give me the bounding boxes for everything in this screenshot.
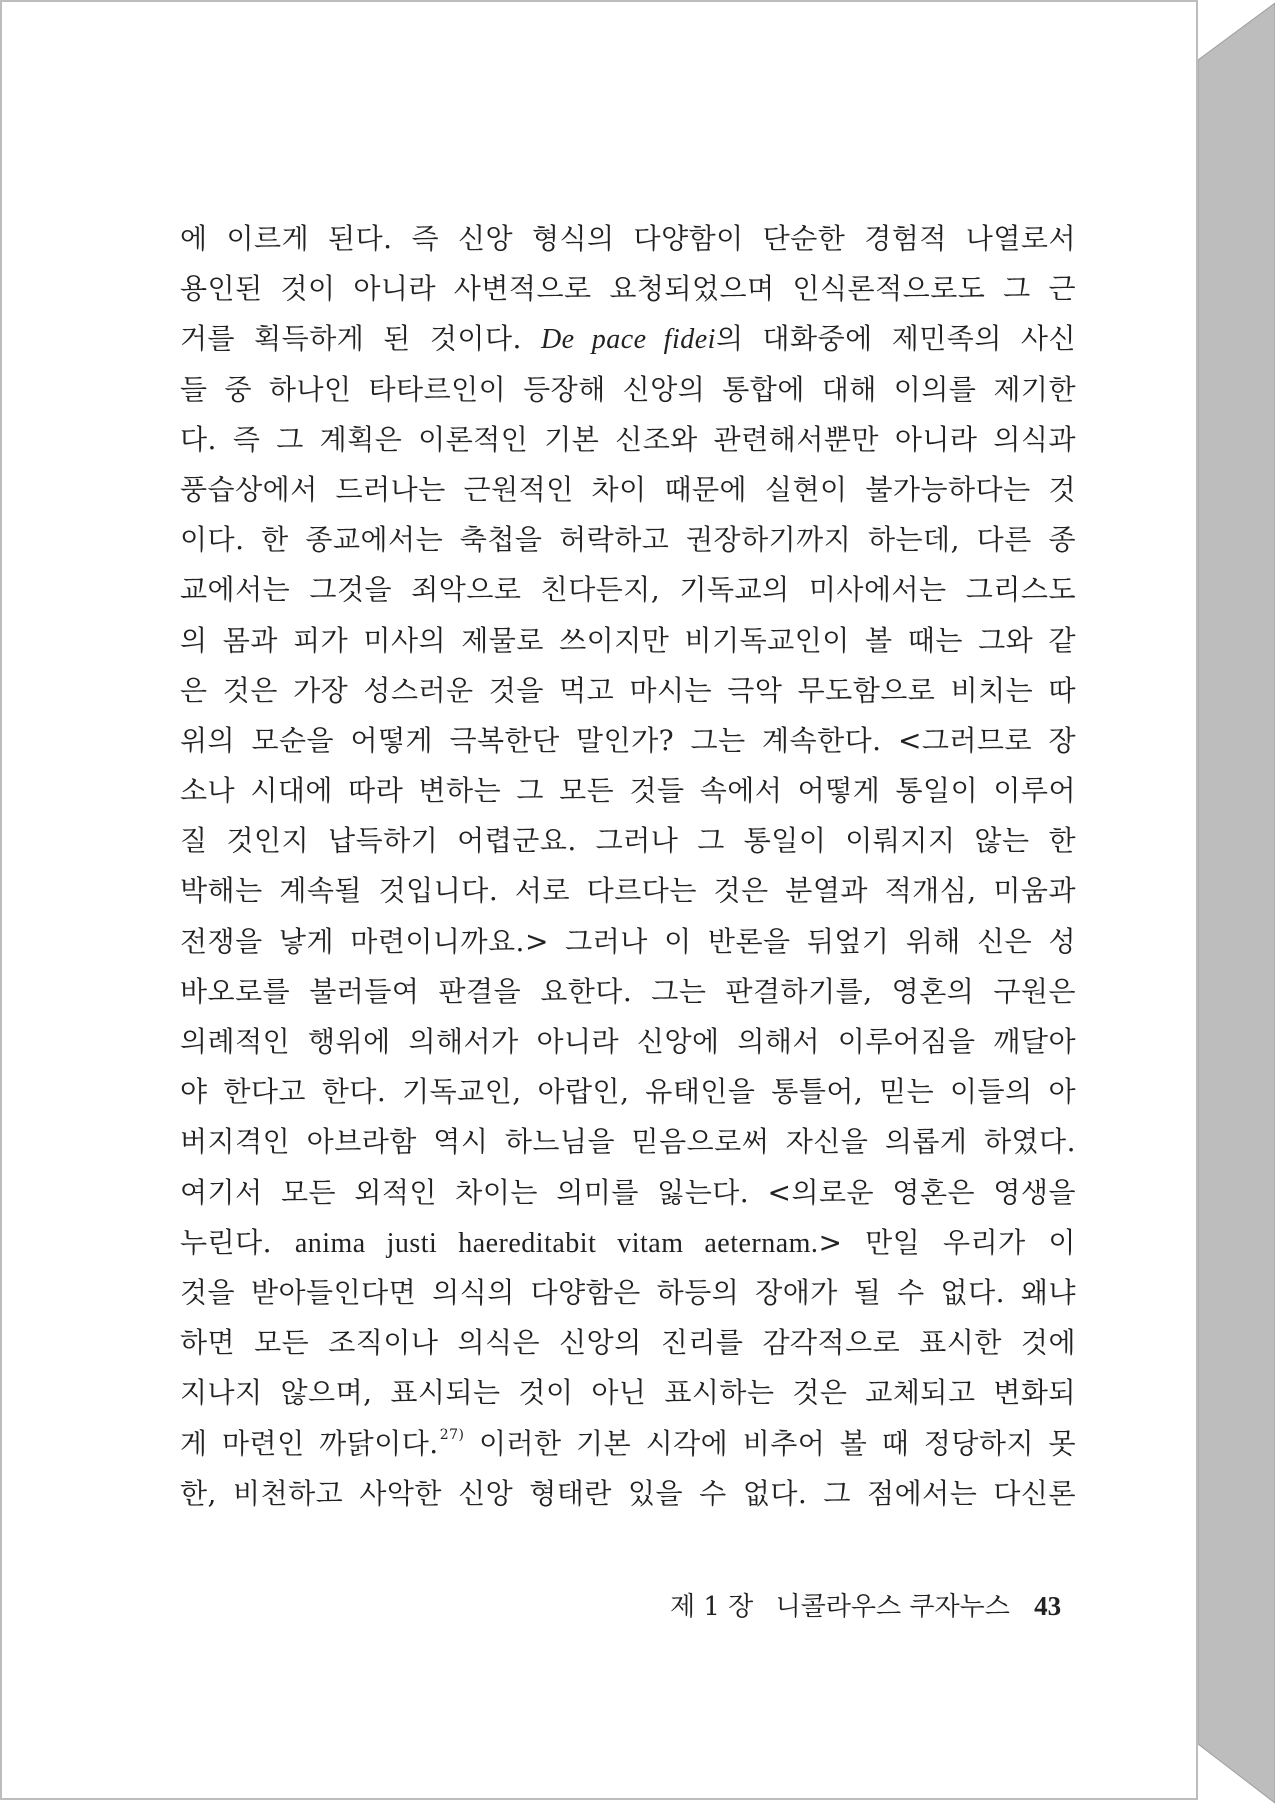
text-segment: 의 대화중에 제민족의 사신 bbox=[715, 322, 1077, 356]
text-line: 바오로를 불러들여 판결을 요한다. 그는 판결하기를, 영혼의 구원은 bbox=[180, 974, 1076, 1008]
text-line bbox=[180, 1218, 1076, 1268]
text-line: 위의 모순을 어떻게 극복한단 말인가? 그는 계속한다. <그러므로 장 bbox=[180, 723, 1076, 757]
text-segment: 거를 획득하게 된 것이다. bbox=[180, 322, 541, 356]
latin-title-italic: De pace fidei bbox=[540, 324, 716, 356]
body-text bbox=[180, 214, 1076, 1519]
text-line: 교에서는 그것을 죄악으로 친다든지, 기독교의 미사에서는 그리스도 bbox=[180, 573, 1076, 607]
running-footer bbox=[670, 1586, 1061, 1626]
text-segment: 누린다. bbox=[180, 1225, 295, 1259]
text-segment: > 만일 우리가 이 bbox=[818, 1225, 1076, 1259]
text-line: 소나 시대에 따라 변하는 그 모든 것들 속에서 어떻게 통일이 이루어 bbox=[180, 774, 1076, 808]
text-line: 다. 즉 그 계획은 이론적인 기본 신조와 관련해서뿐만 아니라 의식과 bbox=[180, 422, 1076, 456]
book-spine-edge bbox=[1198, 0, 1275, 1806]
text-line: 이다. 한 종교에서는 축첩을 허락하고 권장하기까지 하는데, 다른 종 bbox=[180, 523, 1076, 557]
spine-shape bbox=[1198, 3, 1275, 1803]
text-line: 한, 비천하고 사악한 신앙 형태란 있을 수 없다. 그 점에서는 다신론 bbox=[180, 1476, 1076, 1510]
text-line: 의례적인 행위에 의해서가 아니라 신앙에 의해서 이루어짐을 깨달아 bbox=[180, 1025, 1076, 1058]
chapter-label: 제 1 장 bbox=[670, 1592, 754, 1622]
text-line bbox=[180, 314, 1076, 364]
text-line: 버지격인 아브라함 역시 하느님을 믿음으로써 자신을 의롭게 하였다. bbox=[180, 1125, 1076, 1159]
text-line: 용인된 것이 아니라 사변적으로 요청되었으며 인식론적으로도 그 근 bbox=[180, 272, 1076, 306]
chapter-title: 니콜라우스 쿠자누스 bbox=[775, 1592, 1010, 1622]
text-line: 것을 받아들인다면 의식의 다양함은 하등의 장애가 될 수 없다. 왜냐 bbox=[180, 1275, 1076, 1309]
text-line: 질 것인지 납득하기 어렵군요. 그러나 그 통일이 이뤄지지 않는 한 bbox=[180, 824, 1076, 858]
text-line bbox=[180, 1419, 1076, 1469]
text-line: 풍습상에서 드러나는 근원적인 차이 때문에 실현이 불가능하다는 것 bbox=[180, 472, 1076, 506]
latin-quote: anima justi haereditabit vitam aeternam. bbox=[294, 1227, 819, 1259]
text-line: 야 한다고 한다. 기독교인, 아랍인, 유태인을 통틀어, 믿는 이들의 아 bbox=[180, 1075, 1076, 1109]
text-segment: 이러한 기본 시각에 비추어 볼 때 정당하지 못 bbox=[464, 1426, 1076, 1460]
text-line: 여기서 모든 외적인 차이는 의미를 잃는다. <의로운 영혼은 영생을 bbox=[180, 1175, 1076, 1209]
page-number: 43 bbox=[1034, 1591, 1062, 1621]
text-line: 하면 모든 조직이나 의식은 신앙의 진리를 감각적으로 표시한 것에 bbox=[180, 1326, 1076, 1360]
text-line: 의 몸과 피가 미사의 제물로 쓰이지만 비기독교인이 볼 때는 그와 같 bbox=[180, 623, 1076, 657]
text-line: 들 중 하나인 타타르인이 등장해 신앙의 통합에 대해 이의를 제기한 bbox=[180, 372, 1076, 406]
text-line: 박해는 계속될 것입니다. 서로 다르다는 것은 분열과 적개심, 미움과 bbox=[180, 874, 1076, 908]
text-line: 에 이르게 된다. 즉 신앙 형식의 다양함이 단순한 경험적 나열로서 bbox=[180, 222, 1076, 255]
footnote-marker: 27) bbox=[439, 1426, 465, 1443]
text-line: 지나지 않으며, 표시되는 것이 아닌 표시하는 것은 교체되고 변화되 bbox=[180, 1376, 1076, 1410]
text-segment: 게 마련인 까닭이다. bbox=[180, 1426, 439, 1460]
text-line: 전쟁을 낳게 마련이니까요.> 그러나 이 반론을 뒤엎기 위해 신은 성 bbox=[180, 924, 1076, 958]
text-line: 은 것은 가장 성스러운 것을 먹고 마시는 극악 무도함으로 비치는 따 bbox=[180, 673, 1076, 707]
